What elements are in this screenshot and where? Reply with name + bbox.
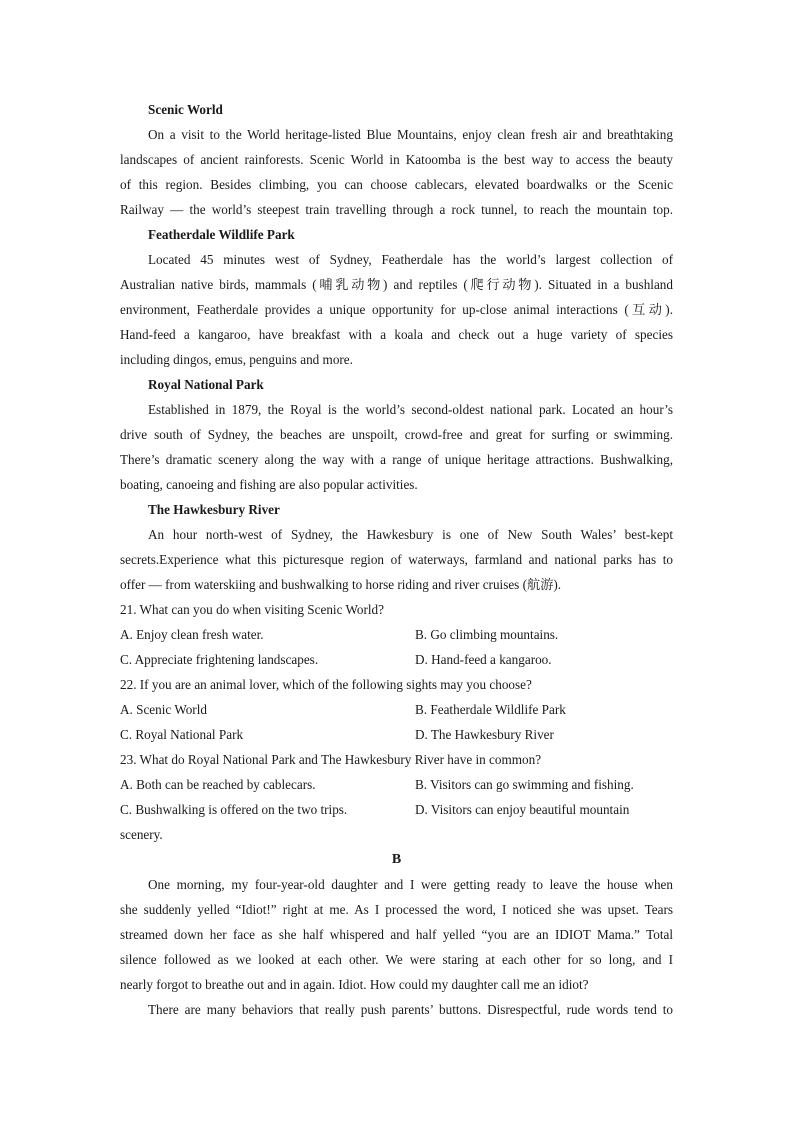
paragraph-line: Located 45 minutes west of Sydney, Featherdale has the world’s largest collection of: [148, 252, 673, 267]
paragraph-line: silence followed as we looked at each other. We were staring at each other for so long, and I: [120, 952, 673, 967]
option-b[interactable]: B. Featherdale Wildlife Park: [415, 702, 566, 717]
section-heading: Featherdale Wildlife Park: [148, 227, 295, 242]
option-c[interactable]: C. Royal National Park: [120, 727, 244, 742]
paragraph-line: nearly forgot to breathe out and in again. Idiot. How could my daughter call me an idiot?: [120, 977, 589, 992]
option-row: [120, 697, 673, 722]
paragraph-line: On a visit to the World heritage-listed Blue Mountains, enjoy clean fresh air and breathtaking: [148, 127, 673, 142]
option-row: [120, 722, 673, 747]
paragraph-line: There are many behaviors that really push parents’ buttons. Disrespectful, rude words tend to: [148, 1002, 673, 1017]
section-heading: Royal National Park: [148, 377, 264, 392]
paragraph-line: she suddenly yelled “Idiot!” right at me. As I processed the word, I noticed she was upset. Tears: [120, 902, 673, 917]
question-stem: 21. What can you do when visiting Scenic World?: [120, 602, 384, 617]
option-row: [120, 647, 673, 672]
option-b[interactable]: B. Visitors can go swimming and fishing.: [415, 777, 634, 792]
paragraph-line: Established in 1879, the Royal is the world’s second-oldest national park. Located an hour’s: [148, 402, 673, 417]
paragraph-line: Hand-feed a kangaroo, have breakfast with a koala and check out a huge variety of species: [120, 327, 673, 342]
paragraph-line: boating, canoeing and fishing are also popular activities.: [120, 477, 418, 492]
paragraph-line: Railway — the world’s steepest train travelling through a rock tunnel, to reach the mountain top.: [120, 202, 673, 217]
section-heading: Scenic World: [148, 102, 223, 117]
option-d[interactable]: D. The Hawkesbury River: [415, 727, 554, 742]
paragraph-line: drive south of Sydney, the beaches are unspoilt, crowd-free and great for surfing or swimming.: [120, 427, 673, 442]
section-heading: The Hawkesbury River: [148, 502, 280, 517]
option-a[interactable]: A. Scenic World: [120, 702, 207, 717]
option-a[interactable]: A. Both can be reached by cablecars.: [120, 777, 316, 792]
question-stem: 22. If you are an animal lover, which of the following sights may you choose?: [120, 677, 532, 692]
paragraph-line: including dingos, emus, penguins and more.: [120, 352, 353, 367]
paragraph-line: There’s dramatic scenery along the way with a range of unique heritage attractions. Bushwalking,: [120, 452, 673, 467]
paragraph-line: landscapes of ancient rainforests. Scenic World in Katoomba is the best way to access the beauty: [120, 152, 673, 167]
paragraph-line: offer — from waterskiing and bushwalking to horse riding and river cruises (航游).: [120, 577, 562, 592]
paragraph-line: One morning, my four-year-old daughter and I were getting ready to leave the house when: [148, 877, 673, 892]
paragraph-line: Australian native birds, mammals (哺乳动物) and reptiles (爬行动物). Situated in a bushland: [120, 277, 673, 292]
paragraph-line: An hour north-west of Sydney, the Hawkesbury is one of New South Wales’ best-kept: [148, 527, 673, 542]
paragraph-line: of this region. Besides climbing, you can choose cablecars, elevated boardwalks or the Scenic: [120, 177, 673, 192]
option-continuation: scenery.: [120, 827, 163, 842]
question-stem: 23. What do Royal National Park and The Hawkesbury River have in common?: [120, 752, 542, 767]
option-d[interactable]: D. Hand-feed a kangaroo.: [415, 652, 552, 667]
page-content: [120, 97, 673, 1022]
passage-title: B: [391, 852, 402, 867]
paragraph-line: environment, Featherdale provides a unique opportunity for up-close animal interactions (互动).: [120, 302, 673, 317]
option-d[interactable]: D. Visitors can enjoy beautiful mountain: [415, 802, 630, 817]
paragraph-line: streamed down her face as she half whispered and half yelled “you are an IDIOT Mama.” Total: [120, 927, 673, 942]
paragraph-line: secrets.Experience what this picturesque region of waterways, farmland and national parks has to: [120, 552, 673, 567]
option-row: [120, 622, 673, 647]
option-a[interactable]: A. Enjoy clean fresh water.: [120, 627, 264, 642]
option-c[interactable]: C. Appreciate frightening landscapes.: [120, 652, 319, 667]
option-row: [120, 772, 673, 797]
option-c[interactable]: C. Bushwalking is offered on the two trips.: [120, 802, 348, 817]
option-b[interactable]: B. Go climbing mountains.: [415, 627, 559, 642]
option-row: [120, 797, 673, 822]
